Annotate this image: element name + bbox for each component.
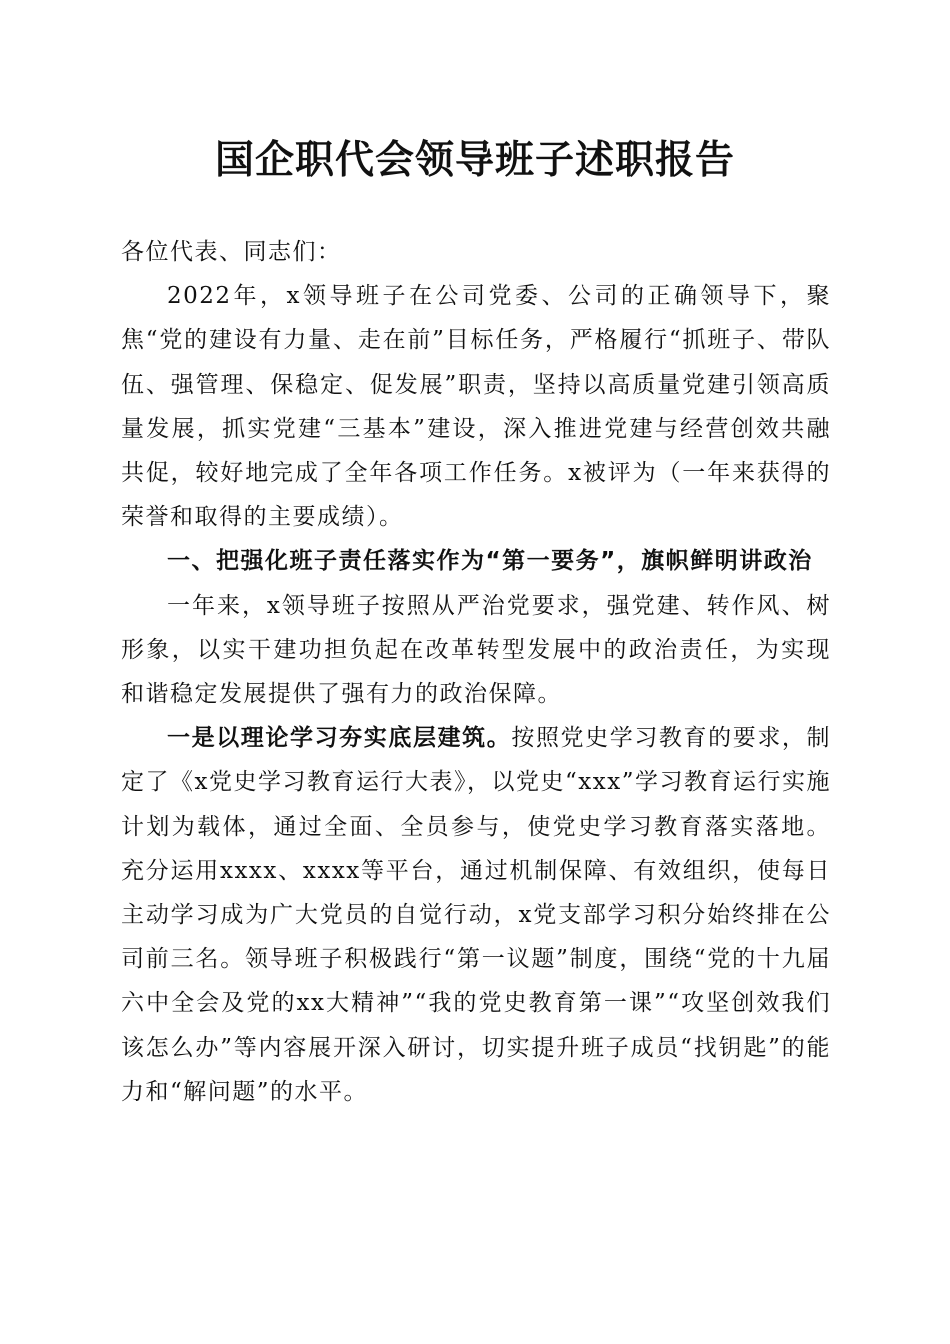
point-1-paragraph — [121, 716, 831, 1114]
section-1-paragraph: 一年来，x领导班子按照从严治党要求，强党建、转作风、树形象，以实干建功担负起在改革转型发展中的政治责任，为实现和谐稳定发展提供了强有力的政治保障。 — [121, 592, 831, 708]
point-1-text: 按照党史学习教育的要求，制定了《x党史学习教育运行大表》，以党史“xxx”学习教育运行实施计划为载体，通过全面、全员参与，使党史学习教育落实落地。充分运用xxxx、xxxx等平台，通过机制保障、有效组织，使每日主动学习成为广大党员的自觉行动，x党支部学习积分始终排在公司前三名。领导班子积极践行“第一议题”制度，围绕“党的十九届六中全会及党的xx大精神”“我的党史教育第一课”“攻坚创效我们该怎么办”等内容展开深入研讨，切实提升班子成员“找钥匙”的能力和“解问题”的水平。 — [121, 725, 832, 1105]
section-heading-1: 一、把强化班子责任落实作为“第一要务”，旗帜鲜明讲政治 — [167, 548, 813, 575]
point-1-lead: 一是以理论学习夯实底层建筑。 — [167, 724, 512, 752]
document-body — [121, 230, 831, 1114]
document-title: 国企职代会领导班子述职报告 — [214, 137, 735, 183]
salutation: 各位代表、同志们： — [121, 239, 342, 265]
intro-paragraph: 2022年，x领导班子在公司党委、公司的正确领导下，聚焦“党的建设有力量、走在前”目标任务，严格履行“抓班子、带队伍、强管理、保稳定、促发展”职责，坚持以高质量党建引领高质量发展，抓实党建“三基本”建设，深入推进党建与经营创效共融共促，较好地完成了全年各项工作任务。x被评为（一年来获得的荣誉和取得的主要成绩）。 — [121, 283, 831, 531]
